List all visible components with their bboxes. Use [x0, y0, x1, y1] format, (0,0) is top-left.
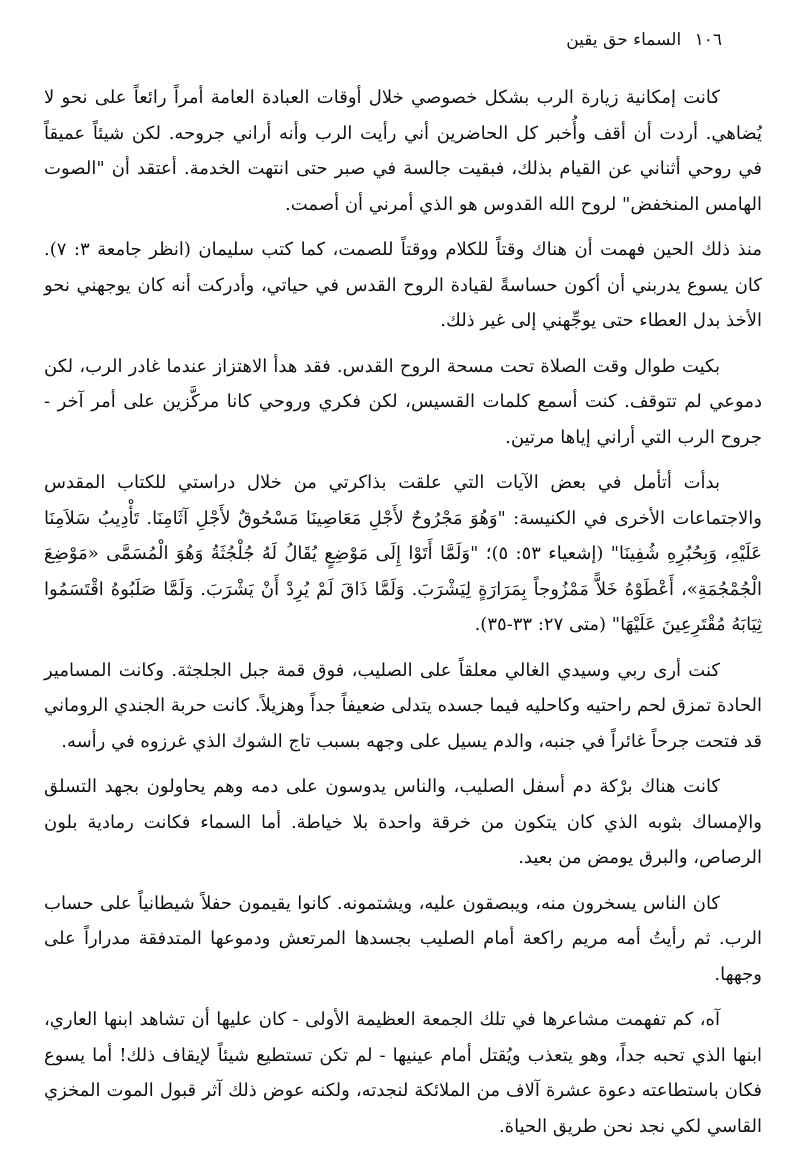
- paragraph: منذ ذلك الحين فهمت أن هناك وقتاً للكلام ووقتاً للصمت، كما كتب سليمان (انظر جامعة ٣: ٧). كان يسوع يدربني أن أكون حساسةً لقيادة الروح القدس في حياتي، وأدركت أنه كان يوجهني نحو الأخذ بدل العطاء حتى يوجِّهني إلى غير ذلك.: [44, 239, 762, 331]
- paragraph: كانت إمكانية زيارة الرب بشكل خصوصي خلال أوقات العبادة العامة أمراً رائعاً على نحو لا يُضاهي. أردت أن أقف وأُخبر كل الحاضرين أني رأيت الرب وأنه أراني جروحه. لكن شيئاً عميقاً في روحي أثناني عن القيام بذلك، فبقيت جالسة في صبر حتى انتهت الخدمة. أعتقد أن "الصوت الهامس المنخفض" لروح الله القدوس هو الذي أمرني أن أصمت.: [44, 87, 762, 215]
- page-number: ١٠٦: [694, 30, 722, 50]
- paragraph: كنت أرى ربي وسيدي الغالي معلقاً على الصليب، فوق قمة جبل الجلجثة. وكانت المسامير الحادة تمزق لحم راحتيه وكاحليه فيما جسده يتدلى ضعيفاً جداً وهزيلاً. كانت حربة الجندي الروماني قد فتحت جرحاً غائراً في جنبه، والدم يسيل على وجهه بسبب تاج الشوك الذي غرزوه في رأسه.: [44, 659, 762, 752]
- paragraph: آه، كم تفهمت مشاعرها في تلك الجمعة العظيمة الأولى - كان عليها أن تشاهد ابنها العاري، ابنها الذي تحبه جداً، وهو يتعذب ويُقتل أمام عينيها - لم تكن تستطيع شيئاً لإيقاف ذلك! أما يسوع فكان باستطاعته دعوة عشرة آلاف من الملائكة لنجدته، ولكنه عوض ذلك آثر قبول الموت المخزي القاسي لكي نجد نحن طريق الحياة.: [44, 1009, 762, 1137]
- running-title: السماء حق يقين: [566, 30, 682, 50]
- paragraph: كان الناس يسخرون منه، ويبصقون عليه، ويشتمونه. كانوا يقيمون حفلاً شيطانياً على حساب الرب. ثم رأيتُ أمه مريم راكعة أمام الصليب بجسدها المرتعش ودموعها المتدفقة مدراراً على وجهها.: [44, 892, 762, 985]
- paragraph: كانت هناك برْكة دم أسفل الصليب، والناس يدوسون على دمه وهم يحاولون بجهد التسلق والإمساك بثوبه الذي كان يتكون من خرقة واحدة بلا خياطة. أما السماء فكانت رمادية بلون الرصاص، والبرق يومض من بعيد.: [44, 776, 762, 868]
- running-header: [566, 30, 722, 50]
- body-text: [44, 80, 762, 1154]
- paragraph: بكيت طوال وقت الصلاة تحت مسحة الروح القدس. فقد هدأ الاهتزاز عندما غادر الرب، لكن دموعي لم تتوقف. كنت أسمع كلمات القسيس، لكن فكري وروحي كانا مركَّزين على أمر آخر - جروح الرب التي أراني إياها مرتين.: [44, 355, 762, 448]
- paragraph: بدأت أتأمل في بعض الآيات التي علقت بذاكرتي من خلال دراستي للكتاب المقدس والاجتماعات الأخرى في الكنيسة: "وَهُوَ مَجْرُوحٌ لأَجْلِ مَعَاصِينَا مَسْحُوقٌ لأَجْلِ آثَامِنَا. تَأْدِيبُ سَلاَمِنَا عَلَيْهِ، وَبِحُبُرِهِ شُفِينَا" (إشعياء ٥٣: ٥)؛ "وَلَمَّا أَتَوْا إِلَى مَوْضِعٍ يُقَالُ لَهُ جُلْجُثَةُ وَهُوَ الْمُسَمَّى «مَوْضِعَ الْجُمْجُمَةِ»، أَعْطَوْهُ خَلاًّ مَمْزُوجاً بِمَرَارَةٍ لِيَشْرَبَ. وَلَمَّا ذَاقَ لَمْ يُرِدْ أَنْ يَشْرَبَ. وَلَمَّا صَلَبُوهُ اقْتَسَمُوا ثِيَابَهُ مُقْتَرِعِينَ عَلَيْهَا" (متى ٢٧: ٣٣-٣٥).: [44, 472, 762, 635]
